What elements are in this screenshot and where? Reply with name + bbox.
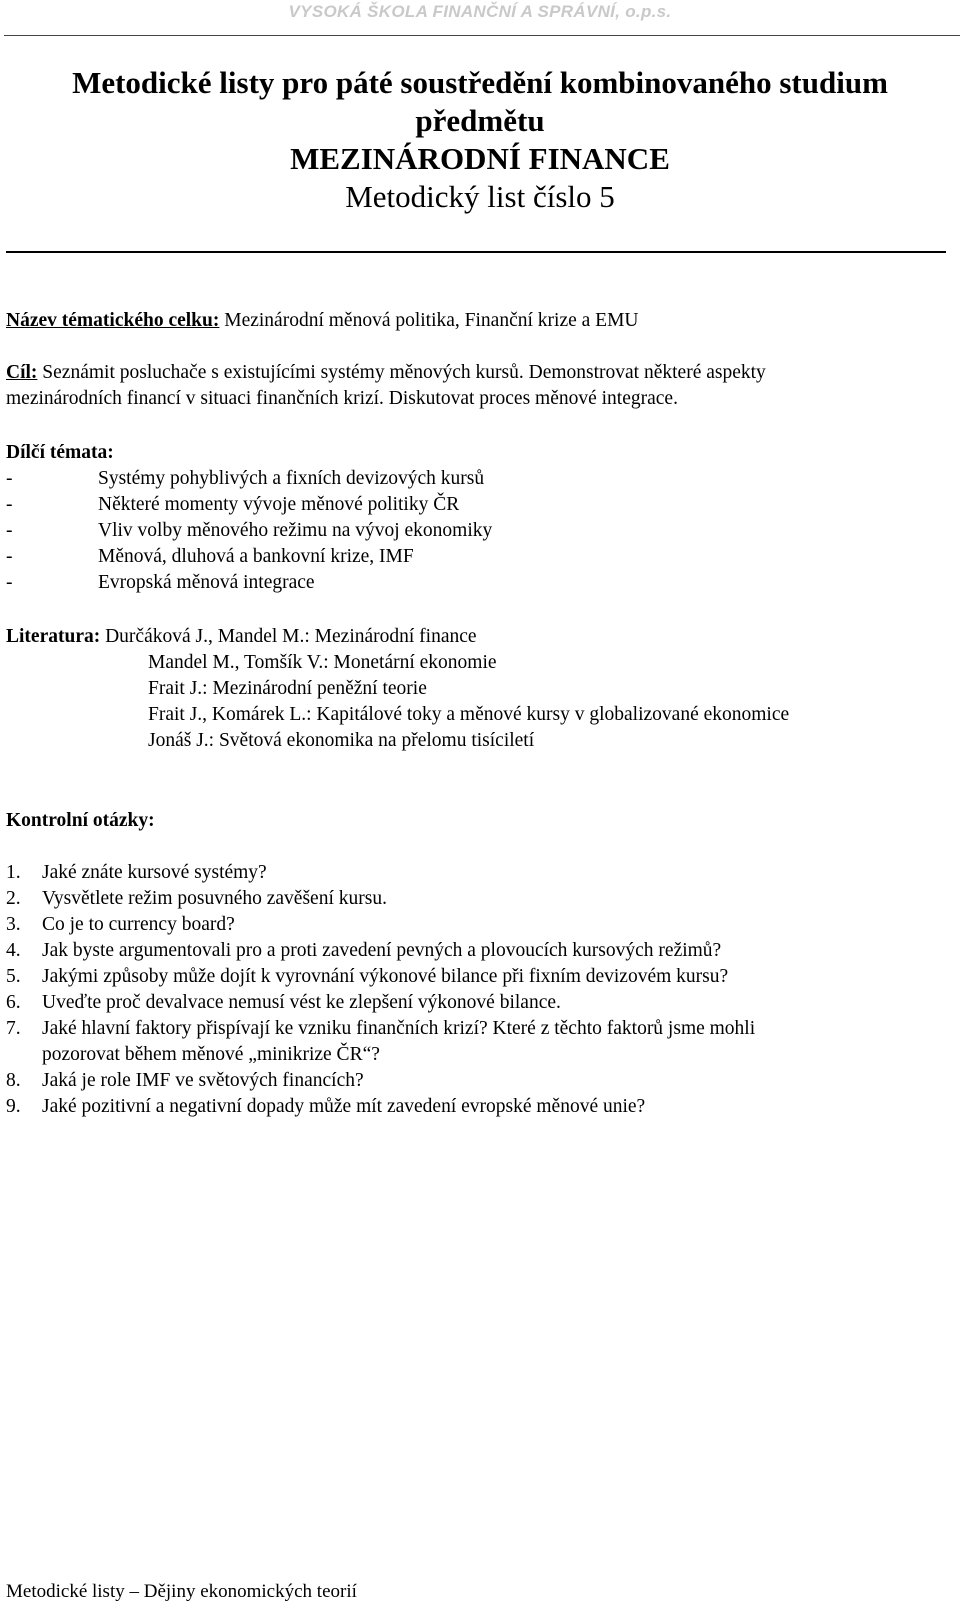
literature-item: Durčáková J., Mandel M.: Mezinárodní finance — [105, 626, 477, 647]
literature-line-1 — [6, 624, 477, 650]
dash-marker: - — [6, 572, 13, 593]
literature-item: Mandel M., Tomšík V.: Monetární ekonomie — [148, 652, 497, 673]
question-text: Jaká je role IMF ve světových financích? — [42, 1070, 364, 1091]
subtopic-text: Evropská měnová integrace — [98, 572, 315, 593]
question-item — [6, 1016, 755, 1042]
question-number: 1. — [6, 862, 21, 883]
question-text: Jaké hlavní faktory přispívají ke vzniku finančních krizí? Které z těchto faktorů jsme mohli — [42, 1018, 756, 1039]
subtopic-item — [6, 518, 492, 544]
header-divider — [4, 35, 960, 36]
question-text: Jaké znáte kursové systémy? — [42, 862, 267, 883]
subtopic-text: Vliv volby měnového režimu na vývoj ekonomiky — [98, 520, 493, 541]
question-item — [6, 964, 728, 990]
document-title-line-1: Metodické listy pro páté soustředění kombinovaného studium — [72, 65, 888, 100]
dash-marker: - — [6, 520, 13, 541]
goal-line-1 — [6, 360, 766, 386]
topic-value: Mezinárodní měnová politika, Finanční krize a EMU — [219, 310, 639, 331]
subtopic-text: Měnová, dluhová a bankovní krize, IMF — [98, 546, 414, 567]
literature-label: Literatura: — [6, 626, 101, 647]
subtopic-text: Některé momenty vývoje měnové politiky ČR — [98, 494, 460, 515]
question-number: 4. — [6, 940, 21, 961]
question-item — [6, 886, 387, 912]
dash-marker: - — [6, 546, 13, 567]
subtopic-item — [6, 544, 414, 570]
question-text-continuation: pozorovat během měnové „minikrize ČR“? — [42, 1044, 380, 1065]
question-text: Jak byste argumentovali pro a proti zavedení pevných a plovoucích kursových režimů? — [42, 940, 722, 961]
questions-label: Kontrolní otázky: — [6, 810, 155, 831]
question-number: 2. — [6, 888, 21, 909]
subtopic-text: Systémy pohyblivých a fixních devizových kursů — [98, 468, 485, 489]
question-item — [6, 1068, 364, 1094]
question-number: 7. — [6, 1018, 21, 1039]
question-item — [6, 860, 267, 886]
question-number: 6. — [6, 992, 21, 1013]
question-text: Uveďte proč devalvace nemusí vést ke zlepšení výkonové bilance. — [42, 992, 561, 1013]
goal-text-2: mezinárodních financí v situaci finančních krizí. Diskutovat proces měnové integrace. — [6, 388, 678, 409]
literature-item: Jonáš J.: Světová ekonomika na přelomu tisíciletí — [148, 730, 535, 751]
title-divider — [6, 251, 946, 253]
goal-label: Cíl: — [6, 362, 38, 383]
topic-label: Název tématického celku: — [6, 310, 220, 331]
literature-item: Frait J., Komárek L.: Kapitálové toky a měnové kursy v globalizované ekonomice — [148, 704, 790, 725]
school-header: VYSOKÁ ŠKOLA FINANČNÍ A SPRÁVNÍ, o.p.s. — [288, 2, 672, 21]
question-number: 5. — [6, 966, 21, 987]
literature-item: Frait J.: Mezinárodní peněžní teorie — [148, 678, 427, 699]
question-item — [6, 990, 561, 1016]
dash-marker: - — [6, 494, 13, 515]
sheet-number: Metodický list číslo 5 — [345, 179, 615, 214]
question-item — [6, 912, 235, 938]
goal-text-1: Seznámit posluchače s existujícími systémy měnových kursů. Demonstrovat některé aspekty — [37, 362, 766, 383]
question-number: 9. — [6, 1096, 21, 1117]
question-text: Jakými způsoby může dojít k vyrovnání výkonové bilance při fixním devizovém kursu? — [42, 966, 729, 987]
question-text: Vysvětlete režim posuvného zavěšení kursu. — [42, 888, 387, 909]
dash-marker: - — [6, 468, 13, 489]
topic-line — [6, 308, 639, 334]
subtopics-label: Dílčí témata: — [6, 442, 114, 463]
subtopic-item — [6, 570, 315, 596]
document-title-line-2: předmětu — [415, 103, 545, 138]
question-item — [6, 938, 721, 964]
question-item — [6, 1094, 645, 1120]
question-number: 8. — [6, 1070, 21, 1091]
subtopic-item — [6, 466, 484, 492]
question-number: 3. — [6, 914, 21, 935]
page-footer: Metodické listy – Dějiny ekonomických teorií — [6, 1581, 357, 1602]
question-text: Co je to currency board? — [42, 914, 235, 935]
question-text: Jaké pozitivní a negativní dopady může mít zavedení evropské měnové unie? — [42, 1096, 646, 1117]
course-name: MEZINÁRODNÍ FINANCE — [290, 141, 670, 176]
subtopic-item — [6, 492, 459, 518]
